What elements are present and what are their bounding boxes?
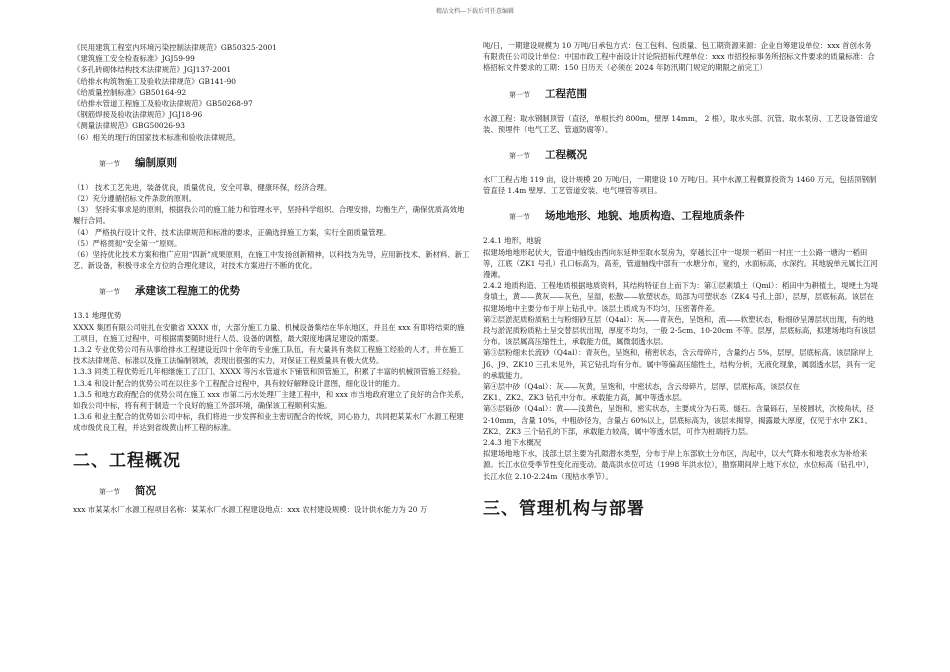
standard-item: 《测量法律规范》GBG50026-93 [73, 121, 185, 131]
standard-item: （6）相关的现行的国家技术标准和验收法律规范。 [73, 132, 241, 142]
section-number: 第一节 [99, 487, 120, 496]
section-heading-scope [483, 86, 879, 101]
section-title: 场地地形、地貌、地质构造、工程地质条件 [545, 210, 745, 223]
section-title: 工程概况 [545, 149, 587, 162]
geology-item: 2.4.1 地形，地貌 [483, 236, 542, 246]
principle-item: （4） 严格执行设计文件、技术法律规范和标准的要求，正确选择施工方案，实行全面质量管理。 [73, 227, 391, 237]
advantage-item: XXXX 集团有限公司驻扎在安徽省 XXXX 市，大部分施工力量、机械设备集结在华东地区，并且在 xxx 有即将结束的施工项目，在施工过程中，可根据需要随时进行人员、设备的调整，最大限度地满足建设的需要。 [73, 322, 465, 343]
geology-item: 拟建场地地形起伏大，管道中轴线由西向东延伸至取水泵房为，穿越长江中一堤坝一稻田一村庄一土公路一塘沟一稻田等，江底（ZK1 号孔）孔口标高为，高差，管道轴线中部有一水塘分布，宽约，水面标高，水深约。其地貌单元属长江河漫滩。 [483, 247, 878, 280]
overview-paragraph: 水厂工程占地 119 亩，设计规模 20 万吨/日，一期建设 10 万吨/日。其中水源工程概算投资为 1460 万元，包括顶钢制管直径 1.4m 壁厚、工艺管道安装、电气埋管等项目。 [483, 175, 877, 196]
advantage-item: 1.3.3 同类工程优势近几年相继施工了江门、XXXX 等污水管道水下铺管和顶管施工，积累了丰富的机械顶管施工经验。 [73, 367, 465, 377]
advantages-list [73, 310, 471, 433]
geology-item: ZK1、ZK2、ZK3 钻孔中分布。承载能力高，属中等透水层。 [483, 393, 687, 403]
section-title: 承建该工程施工的优势 [135, 285, 240, 298]
brief-paragraph: xxx 市某某水厂水源工程项目名称：某某水厂水源工程建设地点：xxx 农村建设规模：设计供水能力为 20 万 [73, 504, 428, 514]
geology-item: 第③层粉细未长流砂（Q4al）：青灰色，呈饱和，稍密状态，含云母碎片，含量约占 5%，层厚，层底标高。该层除岸上 J6、J9、ZK10 三孔未见外，其它钻孔均有分布。属中等偏高压缩性土，结构分析，无液化现象，属弱透水层，具有一定的承载能力。 [483, 348, 876, 380]
standard-item: 《给质量控制标准》GB50164-92 [73, 87, 187, 97]
advantage-item: 1.3.2 专业优势公司有从事给排水工程建设近四十余年的专业施工队伍，有大量具有类似工程施工经验的人才，并在施工技术法律规范、标准以及施工法编制领域，表现出很强的实力，对保证工程质量具有极大优势。 [73, 345, 464, 366]
section-title: 简况 [135, 484, 156, 497]
geology-item: 拟建场地地下水，浅部土层主要为孔隙潜水类型，分布于岸上东部软土分布区，沟起中，以大气降水和地表水为补给来源。长江水位受季节性变化而变动。最高洪水位可达（1998 年洪水位），勘察期间岸上地下水位，水位标高（钻孔中），长江水位 2.10-2.24m（现枯水季节）。 [483, 449, 874, 481]
section-heading-overview [483, 147, 879, 162]
standard-item: 《民用建筑工程室内环境污染控制法律规范》GB50325-2001 [73, 43, 277, 52]
right-column [483, 40, 879, 519]
geology-item: 2.4.2 地质构造、工程地质根据地质资料，其结构特征自上而下为：第①层素填土（Qml）：稻田中为耕植土，堤埂土为堤身填土，黄——黄灰——灰色，呈湿，松散——软塑状态，局部为可塑状态（ZK4 号孔上部），层厚，层底标高。该层在拟建场地中主要分布于岸上钻孔中。该层土质成为不均匀，压密著件差。 [483, 281, 879, 313]
principle-item: （3） 坚持实事求是的原则，根据我公司的施工能力和管理水平，坚持科学组织、合理安排，均衡生产，确保优质高效地履行合同。 [73, 205, 465, 226]
section-number: 第一节 [509, 213, 530, 222]
standard-item: 《多孔砖砌体结构技术法律规范》JGJ137-2001 [73, 65, 232, 75]
advantage-item: 1.3.6 和业主配合的优势如公司中标，我们将进一步发挥和业主密切配合的传统，同心协力，共同把某某水厂水源工程建成市级优良工程，并达到省级黄山杯工程的标准。 [73, 412, 464, 433]
chapter-title: 三、管理机构与部署 [483, 498, 645, 519]
principle-item: （1） 技术工艺先进，装备优良，质量优良，安全可靠，健康环保，经济合理。 [73, 182, 332, 192]
geology-list [483, 235, 879, 481]
principles-list [73, 182, 471, 272]
section-number: 第一节 [509, 90, 530, 99]
standards-list [73, 42, 471, 143]
principle-item: （2）充分遵循招标文件条款的原则。 [73, 194, 196, 204]
geology-item: 2.4.3 地下水概况 [483, 438, 542, 448]
advantage-item: 13.1 地理优势 [73, 311, 122, 321]
standard-item: 《建筑施工安全检查标准》JGJ59-99 [73, 54, 195, 64]
standard-item: 《钢筋焊接及验收法律规范》JGJ18-96 [73, 110, 203, 120]
brief-continued: 吨/日，一期建设规模为 10 万吨/日承包方式：包工包料、包质量、包工期资源来源：企业自筹建设单位：xxx 首创水务有限责任公司设计单位：中国市政工程中南设计讨论院招标代理单位：xxx 市招投标事务所招标文件要求的质量标准：合格招标文件要求的工期：150 日历天（必须在 2024 年防汛期门规定的期限之前完工） [483, 41, 875, 73]
principle-item: （6）坚持优化技术方案和推广应用“四新”成果原则，在施工中发扬创新精神，以科技为先导，应用新技术、新材料、新工艺、新设备，积极寻求全方位的合理化建议，对技术方案进行不断的优化。 [73, 250, 470, 271]
section-heading-brief [73, 483, 471, 498]
advantage-item: 1.3.5 和地方政府配合的优势公司在施工 xxx 市第二污水处理厂主建工程中，和 xxx 市当地政府建立了良好的合作关系，如我公司中标，将有利于制造一个良好的施工外部环境，确保该工程顺利实施。 [73, 389, 469, 411]
geology-item: 第⑤层砾砂（Q4al）：黄——浅黄色，呈饱和，密实状态，主要成分为石英、燧石。含量砾石，呈棱圆状，次棱角状，径 2-10mm，含量 10%，中粗砂径为，含量占 60%以上，层底标高为，该层未揭穿，揭露最大厚度，仅见于水中 ZK1、ZK2、ZK3 三个钻孔的下部，承载能力较高，属中等透水层，可作为桩端持力层。 [483, 404, 874, 436]
geology-item: 第②层淤泥质粉质粘土与粉细砂互层（Q4al）：灰——青灰色，呈饱和，流——软塑状态，粉细砂呈薄层状出现，有的地段与淤泥质粉质粘土呈交替层状出现，厚度不均匀，一般 2-5cm、10-20cm 不等。层厚，层底标高，拟建场地均有该层分布。该层属高压缩性土，承载能力低，属微弱透水层。 [483, 314, 876, 347]
scope-paragraph: 水源工程：取水钢制顶管（直径，单根长约 800m，壁厚 14mm， 2 根），取水头部、沉管、取水泵房、工艺设备管道安装、预埋件（电气工艺、管道防腐等）。 [483, 113, 878, 134]
left-column [73, 42, 471, 515]
geology-item: 第④层中砂（Q4al）：灰——灰黄，呈饱和，中密状态，含云母碎片，层厚，层底标高，该层仅在 [483, 382, 800, 392]
section-heading-geology [483, 208, 879, 223]
principle-item: （5）严格贯彻“安全第一”原则。 [73, 238, 182, 248]
chapter-title: 二、工程概况 [73, 450, 181, 471]
section-heading-principles [73, 155, 471, 170]
advantage-item: 1.3.4 和设计配合的优势公司在以往多个工程配合过程中，具有较好解释设计意图，细化设计的能力。 [73, 378, 405, 388]
section-number: 第一节 [509, 152, 530, 161]
section-number: 第一节 [99, 159, 120, 168]
section-heading-advantages [73, 283, 471, 298]
standard-item: 《给排水管道工程施工及验收法律规范》GB50268-97 [73, 99, 253, 109]
section-number: 第一节 [99, 288, 120, 297]
section-title: 工程范围 [545, 87, 587, 100]
section-title: 编制原则 [135, 156, 177, 169]
standard-item: 《给排水构筑物施工及验收法律规范》GB141-90 [73, 76, 236, 86]
header-watermark: 精品文档---下载后可任意编辑 [435, 8, 515, 15]
